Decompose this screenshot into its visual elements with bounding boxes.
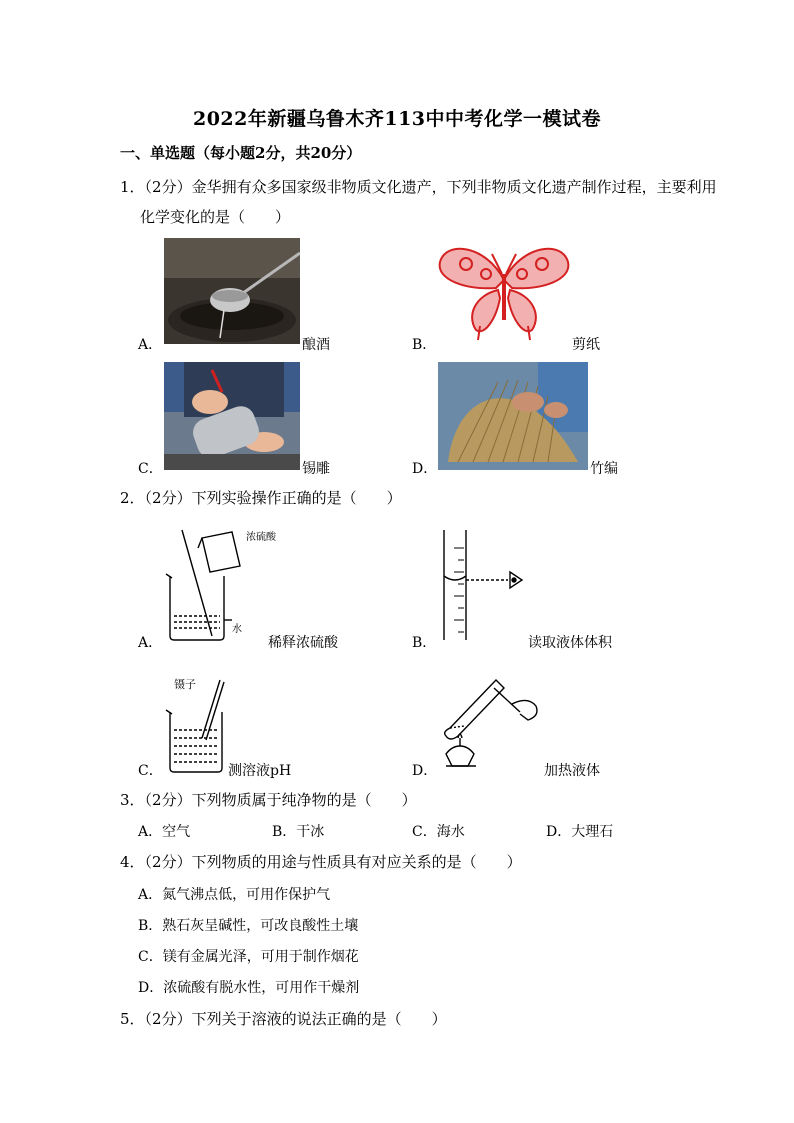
section-heading: 一、单选题（每小题2分，共20分） [120, 144, 362, 162]
q3-option-d[interactable]: D．大理石 [546, 824, 614, 840]
q2-option-a-caption: 稀释浓硫酸 [268, 635, 338, 651]
q1-option-b-caption: 剪纸 [572, 337, 600, 353]
q1-option-a-letter[interactable]: A． [138, 337, 163, 353]
q1-option-c-caption: 锡雕 [302, 461, 330, 477]
question-5-line1: 5．（2分）下列关于溶液的说法正确的是（ ） [120, 1010, 447, 1028]
q2-option-b-letter[interactable]: B． [412, 635, 437, 651]
q3-option-c[interactable]: C．海水 [412, 824, 465, 840]
q4-option-d[interactable]: D．浓硫酸有脱水性，可用作干燥剂 [138, 980, 360, 996]
acid-label: 浓硫酸 [246, 532, 276, 543]
paper-cut-butterfly [436, 240, 572, 344]
q1-option-a-caption: 酿酒 [302, 337, 330, 353]
heating-liquid-diagram [436, 666, 548, 776]
q2-option-d-caption: 加热液体 [544, 763, 600, 779]
q1-option-b-letter[interactable]: B． [412, 337, 437, 353]
tin-carving-photo [164, 362, 300, 470]
question-3-line1: 3．（2分）下列物质属于纯净物的是（ ） [120, 791, 417, 809]
tweezers-label: 镊子 [174, 678, 196, 691]
q4-option-c[interactable]: C．镁有金属光泽，可用于制作烟花 [138, 949, 359, 965]
q3-option-a[interactable]: A．空气 [138, 824, 191, 840]
question-1-line2: 化学变化的是（ ） [140, 208, 291, 226]
q2-option-c-caption: 测溶液pH [228, 763, 292, 779]
q2-option-d-letter[interactable]: D． [412, 763, 438, 779]
q3-option-b[interactable]: B．干冰 [272, 824, 325, 840]
brewing-photo [164, 238, 300, 344]
question-2-line1: 2．（2分）下列实验操作正确的是（ ） [120, 489, 402, 507]
q2-option-a-letter[interactable]: A． [138, 635, 163, 651]
q4-option-b[interactable]: B．熟石灰呈碱性，可改良酸性土壤 [138, 918, 359, 934]
question-1-line1: 1．（2分）金华拥有众多国家级非物质文化遗产，下列非物质文化遗产制作过程，主要利用 [120, 178, 717, 196]
question-4-line1: 4．（2分）下列物质的用途与性质具有对应关系的是（ ） [120, 853, 522, 871]
q2-option-b-caption: 读取液体体积 [528, 635, 612, 651]
bamboo-weaving-photo [438, 362, 588, 470]
q1-option-d-letter[interactable]: D． [412, 461, 438, 477]
q4-option-a[interactable]: A．氮气沸点低，可用作保护气 [138, 887, 331, 903]
page-title: 2022年新疆乌鲁木齐113中中考化学一模试卷 [192, 108, 602, 130]
q1-option-d-caption: 竹编 [590, 461, 618, 477]
water-label: 水 [232, 624, 242, 635]
q2-option-c-letter[interactable]: C． [138, 763, 163, 779]
q1-option-c-letter[interactable]: C． [138, 461, 163, 477]
cylinder-reading-diagram [438, 528, 538, 644]
